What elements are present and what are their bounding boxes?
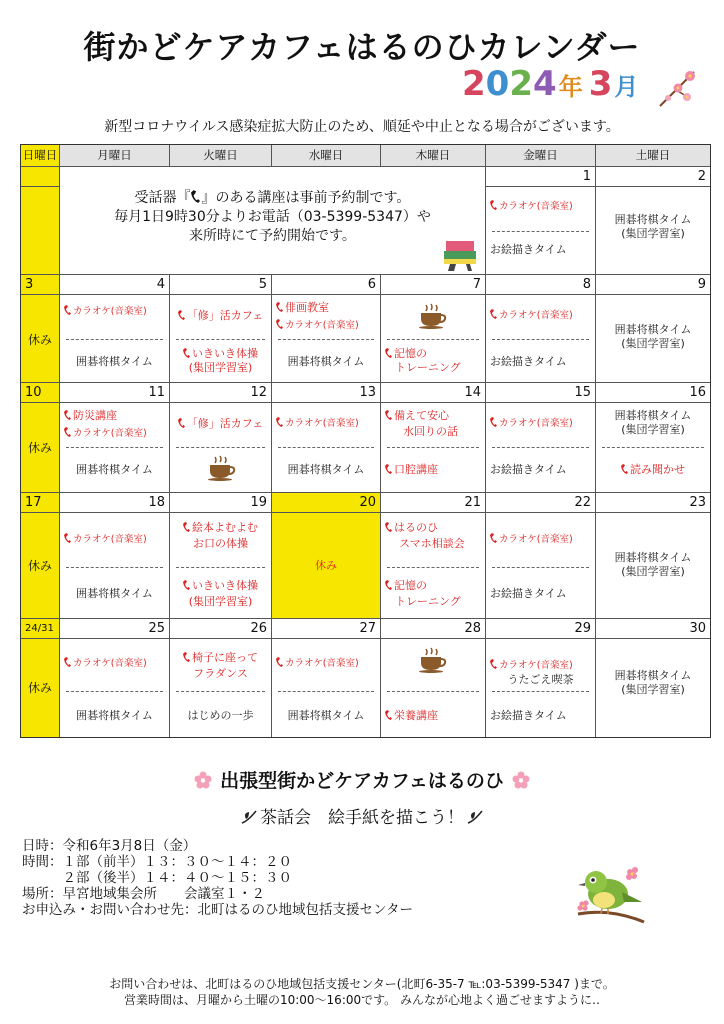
phone-icon [490, 309, 497, 319]
divider [66, 691, 163, 692]
calendar-grid [20, 144, 711, 738]
event-mouth-exercise: お口の体操 [193, 537, 248, 550]
divider [278, 447, 374, 448]
date-mon-4: 4 [60, 275, 170, 295]
divider [387, 339, 479, 340]
event-haiga: 俳画教室 [272, 301, 380, 314]
event-go-shogi: 囲碁将棋タイム [287, 709, 365, 722]
event-karaoke: カラオケ(音楽室) [486, 659, 595, 672]
bird-on-branch-icon [574, 858, 648, 926]
day-cell-sun-17 [21, 513, 60, 619]
event-shukatsu-cafe: 「修」活カフェ [170, 417, 271, 430]
day-cell-wed-27 [272, 639, 381, 737]
phone-icon [490, 659, 497, 669]
divider [492, 567, 589, 568]
month-number: 3 [588, 64, 613, 104]
date-tue-26: 26 [170, 619, 272, 639]
day-cell-mon-11 [60, 403, 170, 493]
phone-icon [385, 522, 392, 532]
event-go-shogi: 囲碁将棋タイム [76, 587, 153, 600]
event-go-shogi: 囲碁将棋タイム [614, 551, 692, 564]
day-cell-sat-2 [596, 187, 710, 275]
date-fri-22: 22 [486, 493, 596, 513]
day-cell-thu-21 [381, 513, 486, 619]
event-disaster-lecture: 防災講座 [60, 409, 169, 422]
day-cell-sun-10 [21, 403, 60, 493]
footer-contact: お問い合わせは、北町はるのひ地域包括支援センター(北町6-35-7 ℡:03-5399-5347 )まで。 [109, 977, 615, 991]
phone-icon [490, 200, 497, 210]
event-room: (集団学習室) [188, 361, 253, 374]
event-details [22, 838, 413, 918]
phone-icon [621, 464, 628, 474]
event-story-reading: 読み聞かせ [596, 463, 710, 476]
event-exercise: いきいき体操 [170, 579, 271, 592]
leaf-sprout-icon [466, 809, 484, 825]
rest-label: 休み [27, 681, 52, 695]
day-cell-wed-20-holiday [272, 513, 381, 619]
phone-icon [385, 410, 392, 420]
phone-icon [385, 348, 392, 358]
event-nutrition-lecture: 栄養講座 [381, 709, 485, 722]
event-exercise: いきいき体操 [170, 347, 271, 360]
phone-icon [385, 710, 392, 720]
date-sat-30: 30 [596, 619, 710, 639]
event-go-shogi: 囲碁将棋タイム [76, 709, 153, 722]
event-karaoke: カラオケ(音楽室) [60, 533, 169, 546]
event-karaoke: カラオケ(音楽室) [486, 417, 595, 430]
event-karaoke: カラオケ(音楽室) [60, 305, 169, 318]
date-fri-1: 1 [486, 167, 596, 187]
day-cell-tue-26 [170, 639, 272, 737]
event-drawing-time: お絵描きタイム [490, 587, 567, 600]
divider [492, 231, 589, 232]
phone-icon [276, 319, 283, 329]
date-mon-11: 11 [60, 383, 170, 403]
day-cell-thu-28 [381, 639, 486, 737]
date-fri-15: 15 [486, 383, 596, 403]
event-room: (集団学習室) [621, 227, 685, 240]
event-go-shogi: 囲碁将棋タイム [76, 355, 153, 368]
date-fri-29: 29 [486, 619, 596, 639]
info-line-1: 受話器『 』のある講座は事前予約制です。 [134, 190, 411, 206]
event-go-shogi: 囲碁将棋タイム [287, 463, 365, 476]
phone-icon [64, 533, 71, 543]
event-karaoke: カラオケ(音楽室) [486, 200, 595, 213]
phone-icon [183, 348, 190, 358]
day-cell-fri-8 [486, 295, 596, 383]
holiday-label: 休み [315, 559, 337, 572]
event-memory-training-2: トレーニング [395, 361, 461, 374]
divider [387, 691, 479, 692]
day-cell-tue-19 [170, 513, 272, 619]
phone-icon [183, 522, 190, 532]
event-drawing-time: お絵描きタイム [490, 463, 567, 476]
event-hula-dance-2: フラダンス [193, 667, 248, 680]
event-time-part2: ２部（後半）１４：４０～１５：３０ [22, 870, 292, 886]
event-memory-training: 記憶の [381, 579, 485, 592]
event-memory-training-2: トレーニング [395, 595, 461, 608]
page-title: 街かどケアカフェはるのひカレンダー [83, 28, 641, 66]
date-tue-19: 19 [170, 493, 272, 513]
date-sat-2: 2 [596, 167, 710, 187]
divider [176, 339, 265, 340]
event-karaoke: カラオケ(音楽室) [486, 309, 595, 322]
phone-icon [178, 418, 185, 428]
divider [278, 691, 374, 692]
divider [176, 691, 265, 692]
sunday-cell-w1 [21, 187, 60, 275]
day-cell-sun-24-31 [21, 639, 60, 737]
day-cell-thu-7 [381, 295, 486, 383]
phone-icon [183, 652, 190, 662]
event-smartphone-2: スマホ相談会 [399, 537, 465, 550]
phone-icon [64, 657, 71, 667]
footer [0, 976, 724, 1008]
event-room: (集団学習室) [621, 423, 685, 436]
day-cell-thu-14 [381, 403, 486, 493]
year-number: 2024 [462, 64, 557, 104]
event-karaoke: カラオケ(音楽室) [60, 657, 169, 670]
divider [492, 339, 589, 340]
info-line-2: 毎月1日9時30分よりお電話（03-5399-5347）や [114, 209, 431, 225]
divider [387, 447, 479, 448]
event-time-part1: 時間：１部（前半）１３：３０～１４：２０ [22, 854, 292, 870]
divider [492, 447, 589, 448]
event-water-talk-2: 水回りの話 [403, 425, 458, 438]
phone-icon [276, 657, 283, 667]
phone-handset-icon [191, 190, 200, 203]
event-drawing-time: お絵描きタイム [490, 355, 567, 368]
day-cell-fri-29 [486, 639, 596, 737]
day-cell-tue-5 [170, 295, 272, 383]
day-cell-mon-4 [60, 295, 170, 383]
event-go-shogi: 囲碁将棋タイム [76, 463, 153, 476]
event-room: (集団学習室) [188, 595, 253, 608]
date-sun-17: 17 [21, 493, 60, 513]
date-wed-20: 20 [272, 493, 381, 513]
header-wednesday: 水曜日 [272, 145, 381, 167]
year-month-heading [462, 64, 638, 108]
day-cell-sun-3 [21, 295, 60, 383]
header-friday: 金曜日 [486, 145, 596, 167]
phone-icon [178, 310, 185, 320]
divider [66, 447, 163, 448]
rest-label: 休み [27, 333, 52, 347]
phone-icon [183, 580, 190, 590]
event-go-shogi: 囲碁将棋タイム [614, 409, 692, 422]
tea-party-event: 茶話会 絵手紙を描こう！ [0, 803, 724, 828]
event-place: 場所：早宮地域集会所 会議室１・２ [22, 886, 265, 902]
coffee-cup-icon [206, 455, 236, 481]
date-sun-10: 10 [21, 383, 60, 403]
day-cell-mon-25 [60, 639, 170, 737]
event-room: (集団学習室) [621, 683, 685, 696]
event-karaoke: カラオケ(音楽室) [272, 657, 380, 670]
phone-icon [385, 464, 392, 474]
event-karaoke: カラオケ(音楽室) [60, 427, 169, 440]
date-wed-13: 13 [272, 383, 381, 403]
day-cell-wed-6 [272, 295, 381, 383]
coffee-cup-icon [417, 303, 447, 329]
date-thu-7: 7 [381, 275, 486, 295]
sakura-icon [512, 771, 530, 789]
phone-icon [490, 417, 497, 427]
phone-icon [385, 580, 392, 590]
event-drawing-time: お絵描きタイム [490, 709, 567, 722]
date-sun-3: 3 [21, 275, 60, 295]
phone-icon [64, 427, 71, 437]
info-line-3: 来所時にて予約開始です。 [189, 228, 356, 244]
plum-blossom-branch-icon [656, 66, 700, 110]
event-oral-lecture: 口腔講座 [381, 463, 485, 476]
divider [492, 691, 589, 692]
divider [387, 567, 479, 568]
event-shukatsu-cafe: 「修」活カフェ [170, 309, 271, 322]
phone-icon [64, 410, 71, 420]
header-sunday: 日曜日 [21, 145, 60, 167]
divider [278, 339, 374, 340]
date-wed-27: 27 [272, 619, 381, 639]
day-cell-sat-23 [596, 513, 710, 619]
event-karaoke: カラオケ(音楽室) [486, 533, 595, 546]
year-suffix: 年 [558, 73, 583, 101]
header-saturday: 土曜日 [596, 145, 710, 167]
day-cell-fri-22 [486, 513, 596, 619]
month-suffix: 月 [614, 73, 639, 101]
event-drawing-time: お絵描きタイム [490, 243, 567, 256]
event-go-shogi: 囲碁将棋タイム [614, 323, 692, 336]
event-go-shogi: 囲碁将棋タイム [614, 669, 692, 682]
date-mon-18: 18 [60, 493, 170, 513]
date-sat-16: 16 [596, 383, 710, 403]
day-cell-fri-15 [486, 403, 596, 493]
day-cell-sat-9 [596, 295, 710, 383]
event-first-step: はじめの一歩 [187, 709, 254, 722]
date-thu-28: 28 [381, 619, 486, 639]
event-water-talk: 備えて安心 [381, 409, 485, 422]
day-cell-wed-13 [272, 403, 381, 493]
outreach-cafe-title: 出張型街かどケアカフェはるのひ [0, 766, 724, 793]
divider [602, 447, 704, 448]
event-picture-book: 絵本よむよむ [170, 521, 271, 534]
leaf-sprout-icon [240, 809, 258, 825]
event-singing-cafe: うたごえ喫茶 [507, 673, 574, 686]
date-fri-8: 8 [486, 275, 596, 295]
phone-icon [490, 533, 497, 543]
day-cell-mon-18 [60, 513, 170, 619]
date-sun-24-31: 24/31 [21, 619, 60, 639]
date-wed-6: 6 [272, 275, 381, 295]
notice-text: 新型コロナウイルス感染症拡大防止のため、順延や中止となる場合がございます。 [104, 119, 620, 135]
event-hula-dance: 椅子に座って [170, 651, 271, 664]
date-sunday-w1 [21, 167, 60, 187]
date-tue-12: 12 [170, 383, 272, 403]
event-memory-training: 記憶の [381, 347, 485, 360]
event-contact: お申込み・お問い合わせ先：北町はるのひ地域包括支援センター [22, 902, 413, 918]
date-sat-9: 9 [596, 275, 710, 295]
event-go-shogi: 囲碁将棋タイム [287, 355, 365, 368]
divider [176, 567, 265, 568]
event-go-shogi: 囲碁将棋タイム [614, 213, 692, 226]
date-sat-23: 23 [596, 493, 710, 513]
event-room: (集団学習室) [621, 337, 685, 350]
sakura-icon [194, 771, 212, 789]
day-cell-sat-30 [596, 639, 710, 737]
event-room: (集団学習室) [621, 565, 685, 578]
divider [176, 447, 265, 448]
coffee-cup-icon [417, 647, 447, 673]
header-monday: 月曜日 [60, 145, 170, 167]
day-cell-sat-16 [596, 403, 710, 493]
header-tuesday: 火曜日 [170, 145, 272, 167]
divider [66, 567, 163, 568]
header-thursday: 木曜日 [381, 145, 486, 167]
phone-icon [276, 302, 283, 312]
event-karaoke: カラオケ(音楽室) [272, 319, 380, 332]
rest-label: 休み [27, 441, 52, 455]
rest-label: 休み [27, 559, 52, 573]
day-cell-tue-12 [170, 403, 272, 493]
event-date: 日時：令和6年3月8日（金） [22, 838, 197, 854]
date-thu-14: 14 [381, 383, 486, 403]
phone-book-icon [440, 239, 480, 273]
date-tue-5: 5 [170, 275, 272, 295]
day-cell-fri-1 [486, 187, 596, 275]
phone-icon [64, 305, 71, 315]
date-thu-21: 21 [381, 493, 486, 513]
reservation-info-box [60, 167, 486, 275]
divider [66, 339, 163, 340]
event-smartphone: はるのひ [381, 521, 485, 534]
phone-icon [276, 417, 283, 427]
date-mon-25: 25 [60, 619, 170, 639]
event-karaoke: カラオケ(音楽室) [272, 417, 380, 430]
footer-hours: 営業時間は、月曜から土曜の10:00～16:00です。 みんなが心地よく過ごせますように‥ [123, 993, 601, 1007]
